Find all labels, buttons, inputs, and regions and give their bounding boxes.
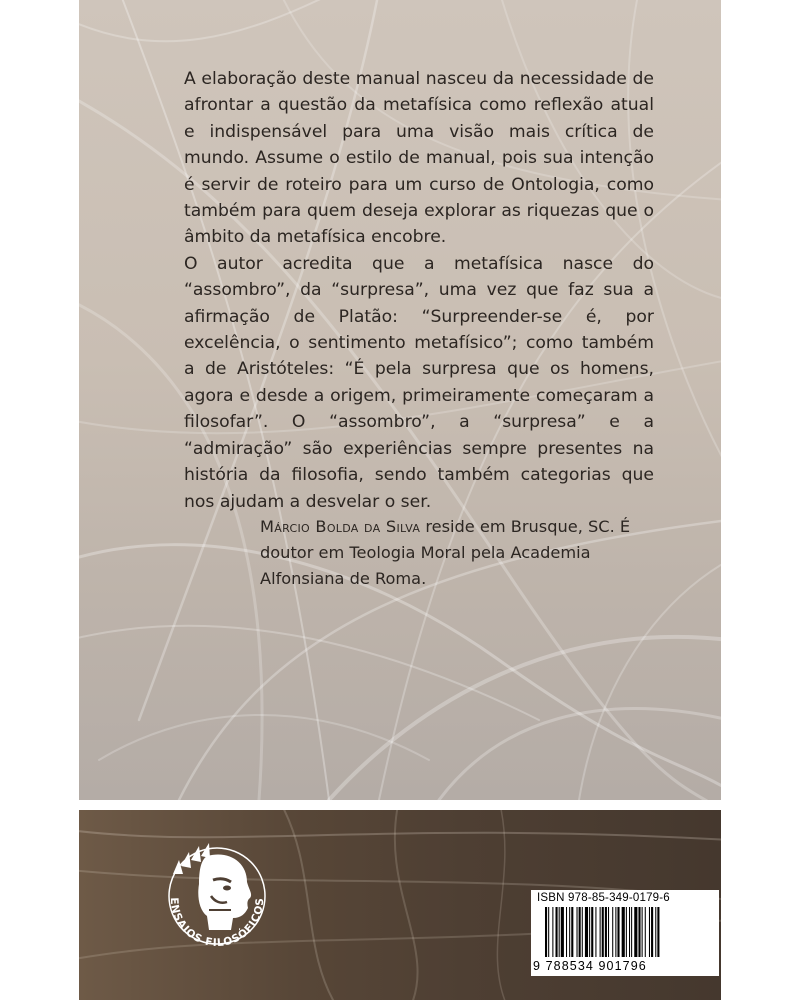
divider-strip	[79, 800, 721, 810]
back-cover	[79, 0, 721, 1000]
top-panel	[79, 0, 721, 800]
book-description	[184, 66, 654, 515]
author-name: Márcio Bolda da Silva	[260, 517, 421, 536]
author-bio-text: reside em Brusque, SC. É doutor em Teologia Moral pela Academia Alfonsiana de Roma.	[260, 517, 631, 588]
bottom-panel	[79, 810, 721, 1000]
head-profile-icon	[198, 854, 251, 930]
series-name: ENSAIOS FILOSÓFICOS	[167, 897, 267, 950]
series-logo	[149, 830, 284, 965]
description-paragraph-2: O autor acredita que a metafísica nasce do “assombro”, da “surpresa”, uma vez que faz sua a afirmação de Platão: “Surpreender-se é, por excelência, o sentimento metafísico”; como também a de Aristóteles: “É pela surpresa que os homens, agora e desde a origem, primeiramente começaram a filosofar”. O “assombro”, a “surpresa” e a “admiração” são experiências sempre presentes na história da filosofia, sendo também categorias que nos ajudam a desvelar o ser.	[184, 253, 654, 512]
description-paragraph-1: A elaboração deste manual nasceu da necessidade de afrontar a questão da metafísica como reflexão atual e indispensável para uma visão mais crítica de mundo. Assume o estilo de manual, pois sua intenção é servir de roteiro para um curso de Ontologia, como também para quem deseja explorar as riquezas que o âmbito da metafísica encobre.	[184, 69, 654, 248]
barcode-label	[531, 890, 719, 976]
barcode-number: 9 788534 901796	[533, 959, 647, 973]
author-bio	[260, 514, 653, 592]
isbn-text: ISBN 978-85-349-0179-6	[537, 892, 670, 904]
barcode-image	[543, 907, 709, 959]
